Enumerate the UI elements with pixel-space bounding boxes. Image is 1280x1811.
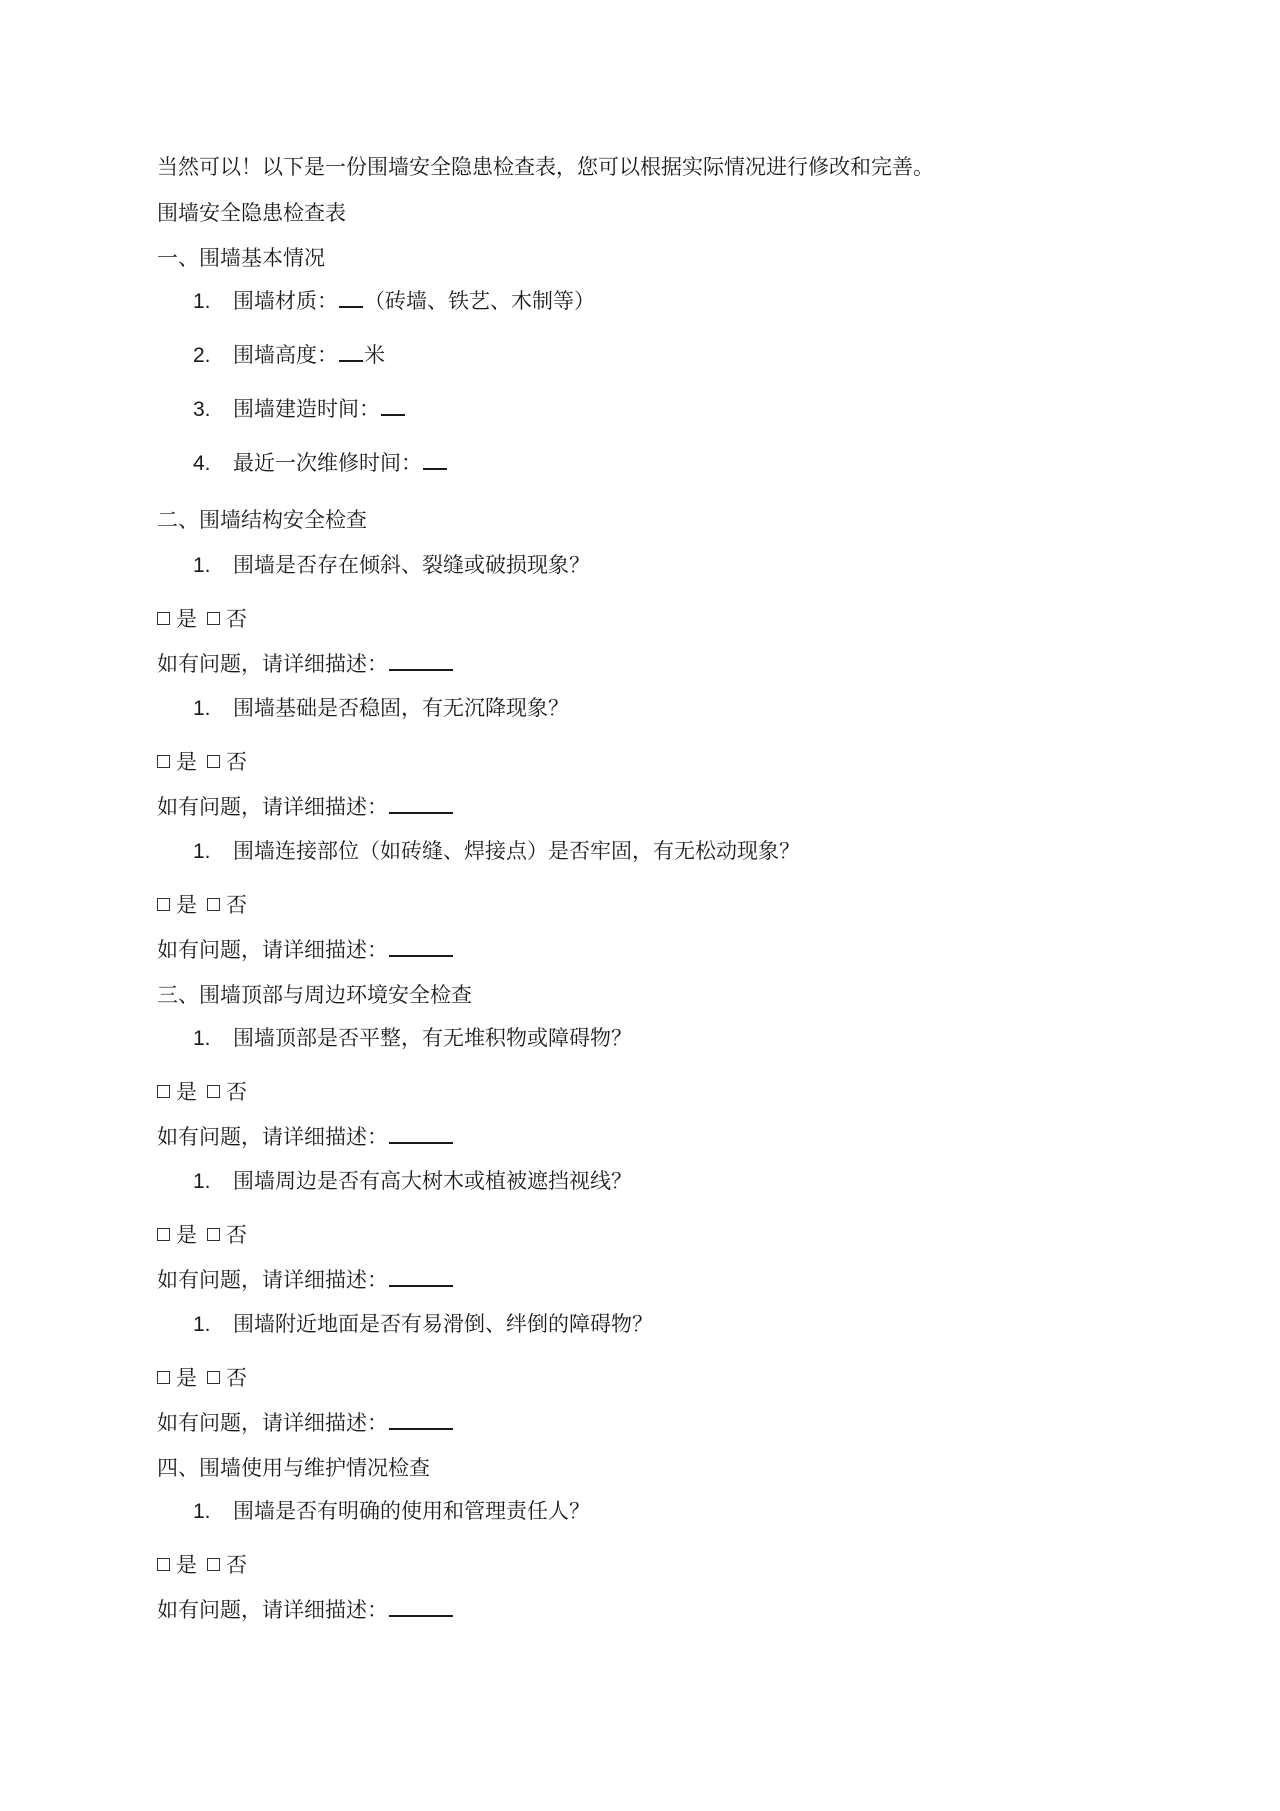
basic-item-height: 2. 围墙高度： 米 <box>193 340 385 371</box>
question-item: 1. 围墙是否有明确的使用和管理责任人？ <box>193 1499 590 1523</box>
section-heading-environment: 三、围墙顶部与周边环境安全检查 <box>157 983 472 1007</box>
checkbox-yes[interactable] <box>157 755 170 768</box>
question-item: 1. 围墙顶部是否平整，有无堆积物或障碍物？ <box>193 1026 632 1050</box>
checkbox-no[interactable] <box>207 1085 220 1098</box>
question-item: 1. 围墙附近地面是否有易滑倒、绊倒的障碍物？ <box>193 1312 653 1336</box>
describe-line: 如有问题，请详细描述： <box>157 1265 454 1295</box>
section-heading-basic: 一、围墙基本情况 <box>157 246 325 270</box>
yes-no-choice: 是 否 <box>157 604 247 634</box>
question-item: 1. 围墙是否存在倾斜、裂缝或破损现象？ <box>193 553 590 577</box>
describe-line: 如有问题，请详细描述： <box>157 935 454 965</box>
describe-blank[interactable] <box>389 649 453 671</box>
blank-underline[interactable] <box>339 286 363 308</box>
describe-line: 如有问题，请详细描述： <box>157 1408 454 1438</box>
checkbox-yes[interactable] <box>157 1085 170 1098</box>
doc-title: 围墙安全隐患检查表 <box>157 201 346 225</box>
describe-line: 如有问题，请详细描述： <box>157 792 454 822</box>
intro-text: 当然可以！以下是一份围墙安全隐患检查表，您可以根据实际情况进行修改和完善。 <box>157 155 934 179</box>
checkbox-no[interactable] <box>207 755 220 768</box>
checkbox-no[interactable] <box>207 1228 220 1241</box>
describe-blank[interactable] <box>389 792 453 814</box>
describe-line: 如有问题，请详细描述： <box>157 1122 454 1152</box>
blank-underline[interactable] <box>381 394 405 416</box>
basic-item-material: 1. 围墙材质： （砖墙、铁艺、木制等） <box>193 286 595 317</box>
describe-blank[interactable] <box>389 1122 453 1144</box>
yes-no-choice: 是 否 <box>157 1363 247 1393</box>
yes-no-choice: 是 否 <box>157 1077 247 1107</box>
blank-underline[interactable] <box>339 340 363 362</box>
checkbox-yes[interactable] <box>157 898 170 911</box>
checkbox-no[interactable] <box>207 1558 220 1571</box>
describe-blank[interactable] <box>389 1595 453 1617</box>
checkbox-yes[interactable] <box>157 612 170 625</box>
question-item: 1. 围墙周边是否有高大树木或植被遮挡视线？ <box>193 1169 632 1193</box>
yes-no-choice: 是 否 <box>157 1550 247 1580</box>
checkbox-yes[interactable] <box>157 1228 170 1241</box>
checkbox-no[interactable] <box>207 1371 220 1384</box>
checkbox-yes[interactable] <box>157 1558 170 1571</box>
yes-no-choice: 是 否 <box>157 1220 247 1250</box>
question-item: 1. 围墙连接部位（如砖缝、焊接点）是否牢固，有无松动现象？ <box>193 839 800 863</box>
describe-blank[interactable] <box>389 1265 453 1287</box>
describe-line: 如有问题，请详细描述： <box>157 649 454 679</box>
yes-no-choice: 是 否 <box>157 747 247 777</box>
checkbox-yes[interactable] <box>157 1371 170 1384</box>
describe-blank[interactable] <box>389 935 453 957</box>
checkbox-no[interactable] <box>207 612 220 625</box>
section-heading-maintenance: 四、围墙使用与维护情况检查 <box>157 1456 430 1480</box>
yes-no-choice: 是 否 <box>157 890 247 920</box>
describe-line: 如有问题，请详细描述： <box>157 1595 454 1625</box>
basic-item-build-time: 3. 围墙建造时间： <box>193 394 406 425</box>
describe-blank[interactable] <box>389 1408 453 1430</box>
blank-underline[interactable] <box>423 448 447 470</box>
section-heading-structure: 二、围墙结构安全检查 <box>157 508 367 532</box>
question-item: 1. 围墙基础是否稳固，有无沉降现象？ <box>193 696 569 720</box>
basic-item-repair-time: 4. 最近一次维修时间： <box>193 448 448 479</box>
checkbox-no[interactable] <box>207 898 220 911</box>
